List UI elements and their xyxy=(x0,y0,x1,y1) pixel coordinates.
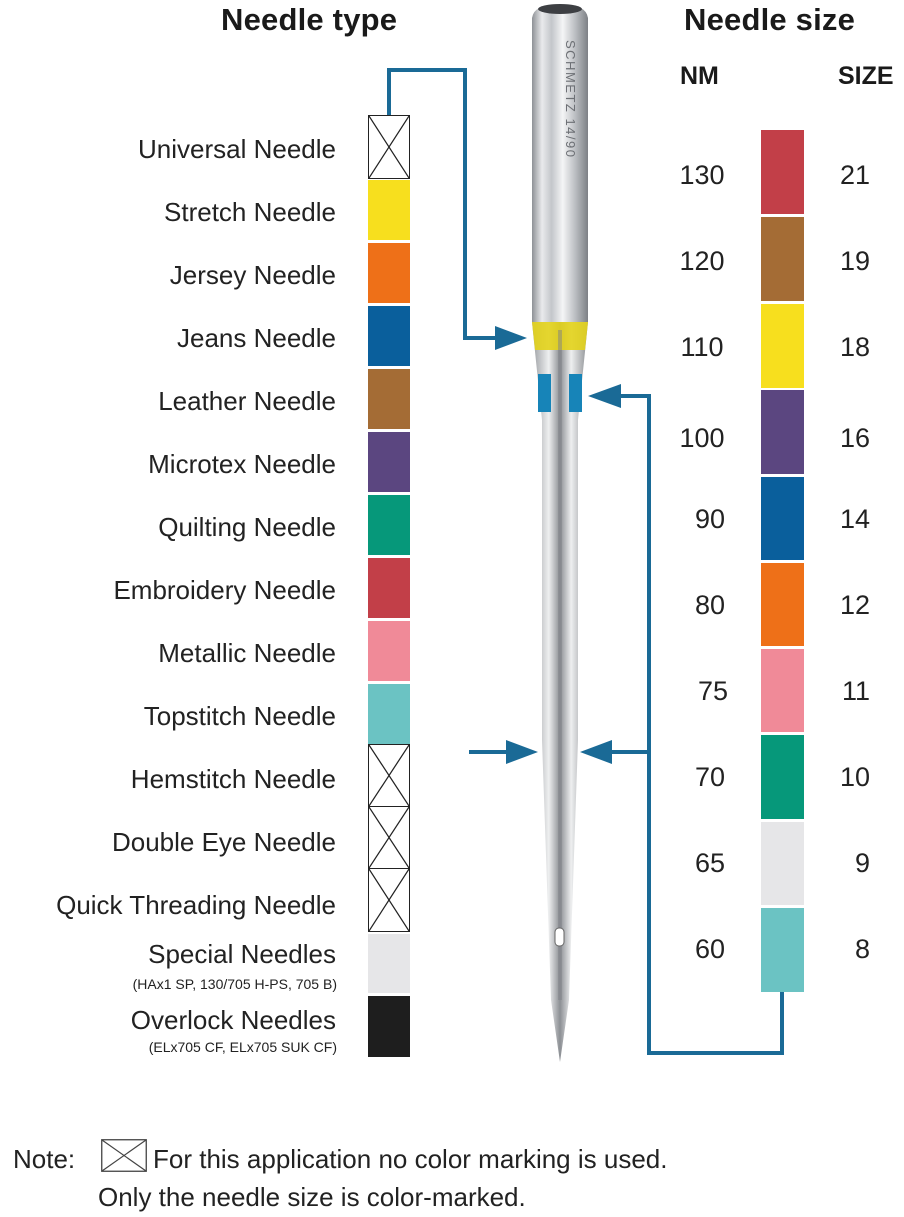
needle-type-heading: Needle type xyxy=(221,2,398,37)
size-swatch-100 xyxy=(761,390,804,474)
needle-type-label-topstitch: Topstitch Needle xyxy=(143,701,336,731)
needle-type-label-stretch: Stretch Needle xyxy=(164,197,336,227)
needle-type-label-jeans: Jeans Needle xyxy=(177,323,336,353)
size-value: 19 xyxy=(839,246,870,276)
cross-icon xyxy=(369,807,409,868)
size-swatch-65 xyxy=(761,822,804,905)
size-value: 10 xyxy=(839,762,870,792)
swatch-leather xyxy=(368,369,410,429)
nm-value: 60 xyxy=(694,934,726,964)
needle-type-label-metallic: Metallic Needle xyxy=(158,638,336,668)
size-column-header: SIZE xyxy=(838,62,894,90)
swatch-overlock xyxy=(368,996,410,1057)
note-prefix: Note: xyxy=(13,1144,76,1174)
size-value: 16 xyxy=(839,423,870,453)
nm-value: 90 xyxy=(694,504,726,534)
nm-value: 75 xyxy=(697,676,729,706)
needle-type-label-double-eye: Double Eye Needle xyxy=(111,827,336,857)
nm-value: 80 xyxy=(694,590,726,620)
size-value: 12 xyxy=(839,590,870,620)
cross-icon xyxy=(369,116,409,178)
note-line-1: For this application no color marking is used. xyxy=(153,1144,668,1174)
needle-type-label-special: Special Needles xyxy=(148,939,336,969)
swatch-jersey xyxy=(368,243,410,303)
size-swatch-70 xyxy=(761,735,804,819)
nm-value: 110 xyxy=(680,332,724,362)
size-swatch-60 xyxy=(761,908,804,992)
needle-type-label-hemstitch: Hemstitch Needle xyxy=(130,764,336,794)
swatch-hemstitch-no-marking xyxy=(368,744,410,807)
swatch-universal-no-marking xyxy=(368,115,410,179)
note-line-2: Only the needle size is color-marked. xyxy=(98,1182,526,1212)
swatch-stretch xyxy=(368,180,410,240)
size-swatch-80 xyxy=(761,563,804,646)
cross-icon xyxy=(101,1139,147,1172)
nm-value: 130 xyxy=(679,160,725,190)
needle-type-sublabel-overlock: (ELx705 CF, ELx705 SUK CF) xyxy=(148,1039,337,1055)
size-value: 14 xyxy=(839,504,870,534)
size-swatch-90 xyxy=(761,477,804,560)
nm-value: 70 xyxy=(694,762,726,792)
nm-value: 120 xyxy=(679,246,725,276)
swatch-quilting xyxy=(368,495,410,555)
size-swatch-75 xyxy=(761,649,804,732)
swatch-special xyxy=(368,934,410,993)
shaft-engraving: SCHMETZ 14/90 xyxy=(563,40,578,159)
needle-size-heading: Needle size xyxy=(684,2,856,37)
needle-type-label-universal: Universal Needle xyxy=(138,134,336,164)
cross-icon xyxy=(369,869,409,931)
nm-value: 100 xyxy=(679,423,725,453)
needle-type-label-embroidery: Embroidery Needle xyxy=(113,575,336,605)
needle-type-label-quick-threading: Quick Threading Needle xyxy=(56,890,336,920)
size-value: 11 xyxy=(841,676,870,706)
size-swatch-120 xyxy=(761,217,804,301)
needle-type-label-overlock: Overlock Needles xyxy=(130,1005,336,1035)
swatch-embroidery xyxy=(368,558,410,618)
swatch-microtex xyxy=(368,432,410,492)
swatch-metallic xyxy=(368,621,410,681)
needle-illustration xyxy=(520,0,600,1070)
needle-type-sublabel-special: (HAx1 SP, 130/705 H-PS, 705 B) xyxy=(132,976,337,992)
size-swatch-130 xyxy=(761,130,804,214)
swatch-quick-threading-no-marking xyxy=(368,868,410,932)
needle-type-label-quilting: Quilting Needle xyxy=(158,512,336,542)
size-value: 18 xyxy=(839,332,870,362)
size-value: 9 xyxy=(854,848,870,878)
swatch-jeans xyxy=(368,306,410,366)
cross-icon xyxy=(369,745,409,806)
size-swatch-110 xyxy=(761,304,804,388)
nm-column-header: NM xyxy=(680,62,719,90)
size-value: 8 xyxy=(854,934,870,964)
swatch-double-eye-no-marking xyxy=(368,806,410,869)
swatch-topstitch xyxy=(368,684,410,744)
needle-type-label-microtex: Microtex Needle xyxy=(148,449,336,479)
needle-type-label-jersey: Jersey Needle xyxy=(169,260,336,290)
size-value: 21 xyxy=(839,160,870,190)
nm-value: 65 xyxy=(694,848,726,878)
needle-type-label-leather: Leather Needle xyxy=(158,386,336,416)
